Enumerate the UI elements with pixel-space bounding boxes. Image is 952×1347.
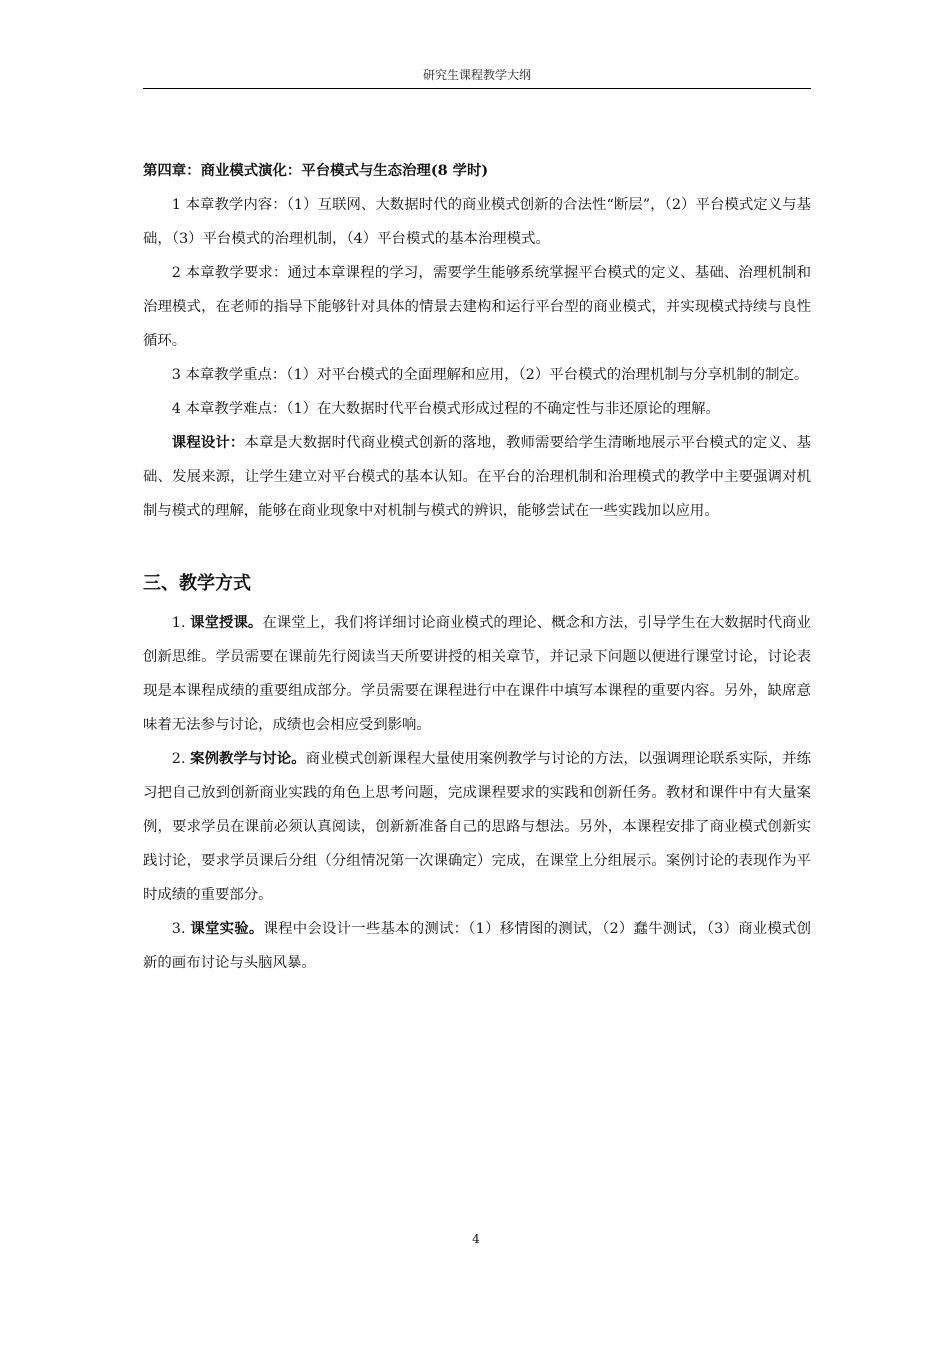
- teaching-method-item: [143, 606, 811, 742]
- item-text: 课程中会设计一些基本的测试：（1）移情图的测试，（2）蠢牛测试，（3）商业模式创新的画布讨论与头脑风暴。: [143, 921, 811, 971]
- item-label: 课堂实验。: [190, 920, 264, 937]
- header-title: 研究生课程教学大纲: [422, 68, 531, 82]
- teaching-method-item: [143, 912, 811, 980]
- course-design-label: 课程设计：: [171, 434, 245, 451]
- page-header: [143, 62, 811, 89]
- course-design-paragraph: [143, 426, 811, 528]
- chapter-title: 第四章：商业模式演化：平台模式与生态治理(8 学时): [143, 162, 489, 179]
- item-text: 在课堂上，我们将详细讨论商业模式的理论、概念和方法，引导学生在大数据时代商业创新思维。学员需要在课前先行阅读当天所要讲授的相关章节，并记录下问题以便进行课堂讨论，讨论表现是本课程成绩的重要组成部分。学员需要在课程进行中在课件中填写本课程的重要内容。另外，缺席意味着无法参与讨论，成绩也会相应受到影响。: [143, 615, 811, 733]
- page-number: 4: [472, 1232, 480, 1246]
- item-label: 课堂授课。: [190, 614, 263, 631]
- teaching-method-item: [143, 742, 811, 912]
- chapter-difficulties-paragraph: 4 本章教学难点：（1）在大数据时代平台模式形成过程的不确定性与非还原论的理解。: [171, 401, 720, 417]
- item-number: 1.: [171, 615, 191, 631]
- course-design-text: 本章是大数据时代商业模式创新的落地，教师需要给学生清晰地展示平台模式的定义、基础、发展来源，让学生建立对平台模式的基本认知。在平台的治理机制和治理模式的教学中主要强调对机制与模式的理解，能够在商业现象中对机制与模式的辨识，能够尝试在一些实践加以应用。: [143, 435, 811, 519]
- chapter-content-paragraph: 1 本章教学内容：（1）互联网、大数据时代的商业模式创新的合法性“断层”，（2）平台模式定义与基础，（3）平台模式的治理机制，（4）平台模式的基本治理模式。: [143, 197, 811, 247]
- item-text: 商业模式创新课程大量使用案例教学与讨论的方法，以强调理论联系实际，并练习把自己放到创新商业实践的角色上思考问题，完成课程要求的实践和创新任务。教材和课件中有大量案例，要求学员在课前必须认真阅读，创新新准备自己的思路与想法。另外，本课程安排了商业模式创新实践讨论，要求学员课后分组（分组情况第一次课确定）完成，在课堂上分组展示。案例讨论的表现作为平时成绩的重要部分。: [143, 751, 811, 903]
- item-number: 3.: [171, 921, 191, 937]
- item-label: 案例教学与讨论。: [190, 750, 306, 767]
- chapter-requirements-paragraph: 2 本章教学要求：通过本章课程的学习，需要学生能够系统掌握平台模式的定义、基础、治理机制和治理模式，在老师的指导下能够针对具体的情景去建构和运行平台型的商业模式，并实现模式持续与良性循环。: [143, 265, 811, 349]
- section-heading: 三、教学方式: [143, 573, 251, 594]
- item-number: 2.: [171, 751, 191, 767]
- page-content: [143, 154, 811, 980]
- chapter-key-points-paragraph: 3 本章教学重点：（1）对平台模式的全面理解和应用，（2）平台模式的治理机制与分享机制的制定。: [171, 367, 809, 383]
